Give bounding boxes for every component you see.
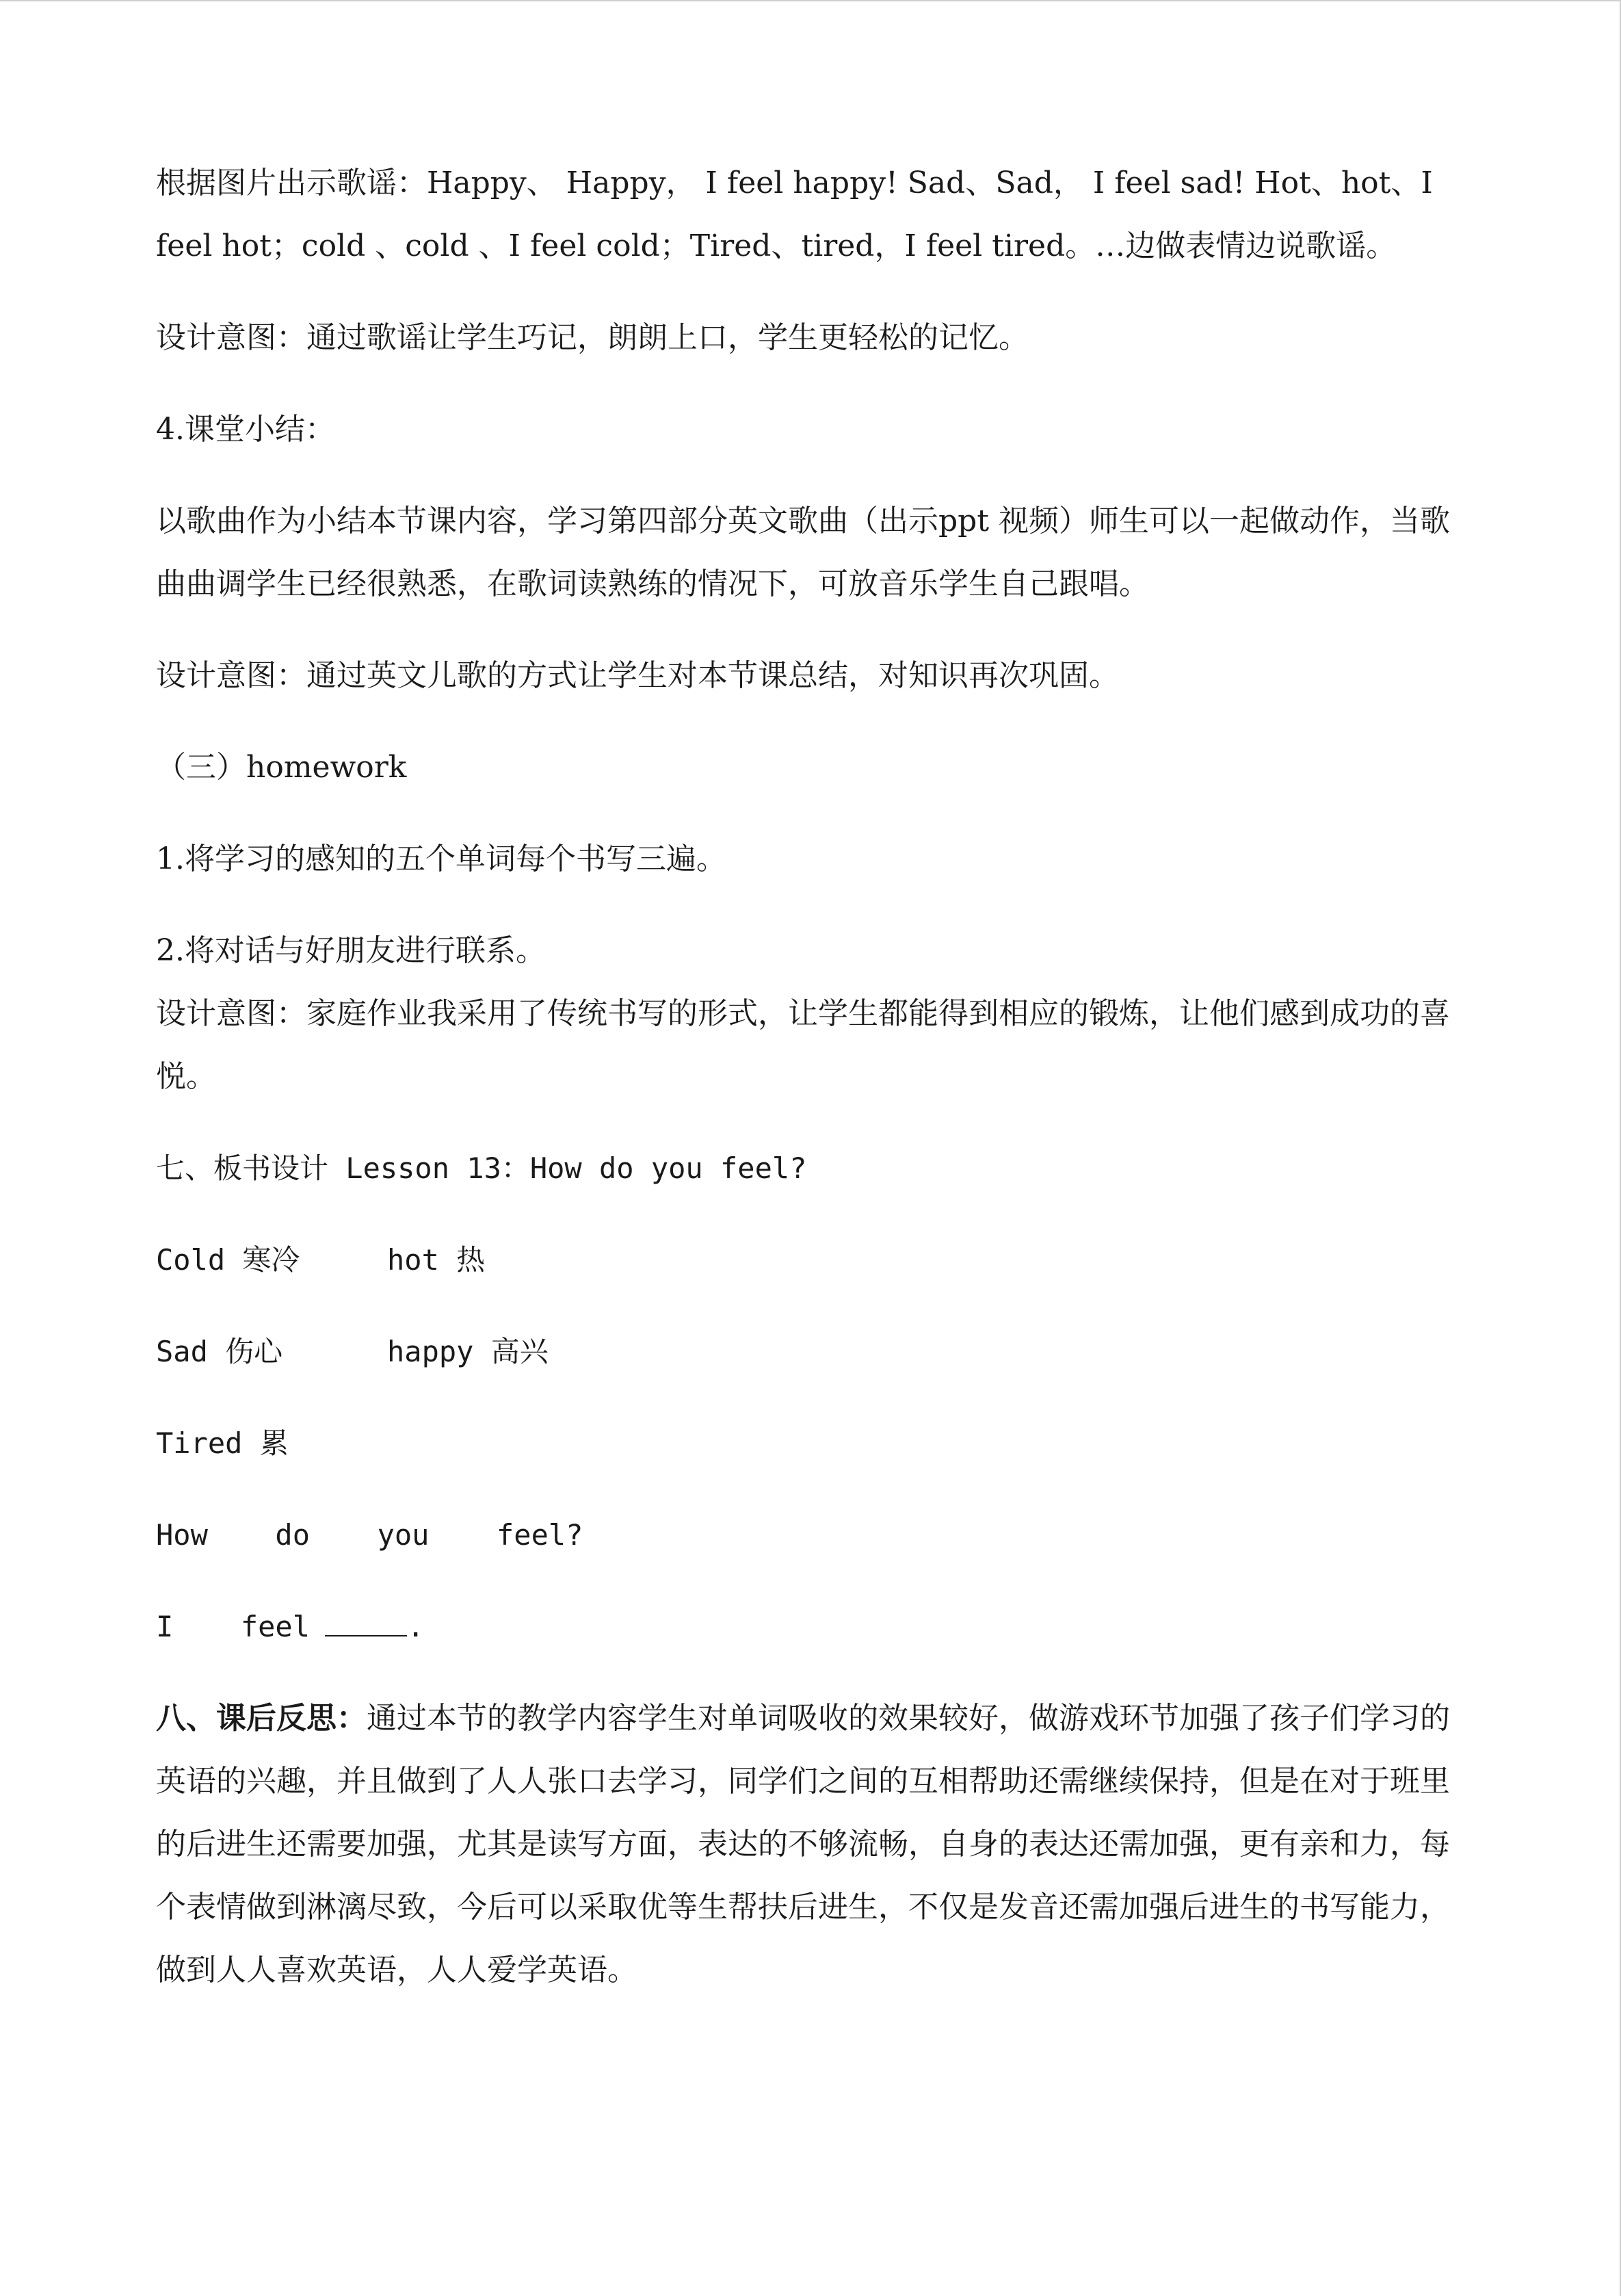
vocab-word: Tired 累 [156, 1426, 289, 1460]
vocab-row [156, 1229, 1476, 1292]
homework-heading: （三）homework [156, 750, 407, 785]
design-intent-summary: 设计意图：通过英文儿歌的方式让学生对本节课总结，对知识再次巩固。 [156, 658, 1119, 693]
sentence-pattern-question: How do you feel? [156, 1518, 583, 1552]
reflection-body: 通过本节的教学内容学生对单词吸收的效果较好，做游戏环节加强了孩子们学习的英语的兴趣，并且做到了人人张口去学习，同学们之间的互相帮助还需继续保持，但是在对于班里的后进生还需要加强，尤其是读写方面，表达的不够流畅，自身的表达还需加强，更有亲和力，每个表情做到淋漓尽致，今后可以采取优等生帮扶后进生，不仅是发音还需加强后进生的书写能力，做到人人喜欢英语，人人爱学英语。 [156, 1701, 1450, 1987]
answer-blank [325, 1610, 407, 1636]
pattern-answer-text: I feel [156, 1610, 311, 1643]
homework-item-2: 2.将对话与好朋友进行联系。 [156, 933, 546, 968]
design-intent-homework: 设计意图：家庭作业我采用了传统书写的形式，让学生都能得到相应的锻炼，让他们感到成功的喜悦。 [156, 996, 1450, 1094]
reflection-heading: 八、课后反思： [156, 1701, 367, 1736]
sentence-pattern-answer [156, 1595, 1476, 1658]
vocab-row [156, 1320, 1476, 1383]
homework-item-1: 1.将学习的感知的五个单词每个书写三遍。 [156, 842, 726, 876]
summary-paragraph: 以歌曲作为小结本节课内容，学习第四部分英文歌曲（出示ppt 视频）师生可以一起做动作，当歌曲曲调学生已经很熟悉，在歌词读熟练的情况下，可放音乐学生自己跟唱。 [156, 504, 1450, 601]
chant-paragraph: 根据图片出示歌谣：Happy、 Happy， I feel happy! Sad、Sad， I feel sad! Hot、hot、I feel hot；cold 、cold 、I feel cold；Tired、tired，I feel tired。…边做表情边说歌谣。 [156, 166, 1442, 263]
design-intent-chant: 设计意图：通过歌谣让学生巧记，朗朗上口，学生更轻松的记忆。 [156, 320, 1029, 355]
board-design-heading: 七、板书设计 Lesson 13：How do you feel? [156, 1151, 807, 1185]
document-body [156, 152, 1476, 2002]
pattern-answer-end: . [407, 1610, 425, 1643]
vocab-word [387, 1412, 618, 1475]
vocab-word: hot 热 [387, 1243, 486, 1277]
vocab-row [156, 1412, 1476, 1475]
vocab-word: Cold 寒冷 [156, 1243, 300, 1277]
vocab-word: happy 高兴 [387, 1335, 549, 1368]
summary-heading: 4.课堂小结： [156, 412, 335, 447]
reflection-paragraph [156, 1687, 1476, 2002]
vocab-word: Sad 伤心 [156, 1335, 283, 1368]
